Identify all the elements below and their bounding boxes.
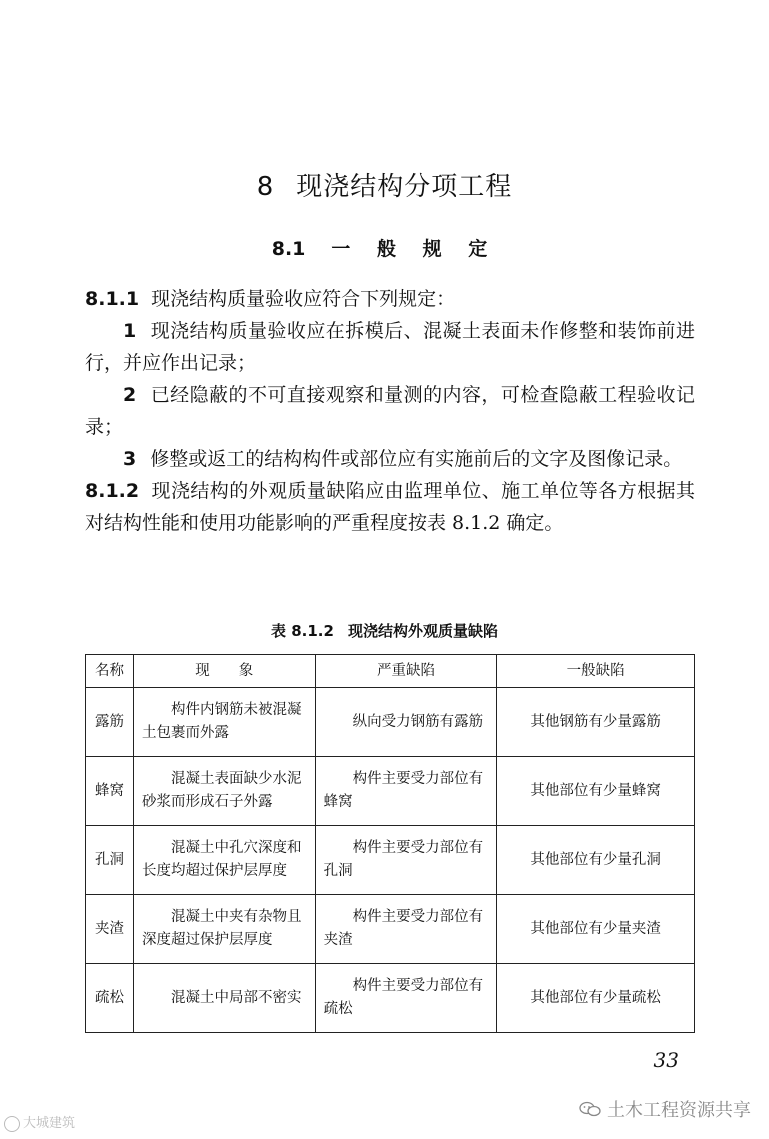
chapter-title-text: 现浇结构分项工程 <box>296 172 513 202</box>
watermark-left <box>4 1112 75 1132</box>
column-header: 名称 <box>86 655 134 688</box>
serious-defect: 构件主要受力部位有夹渣 <box>315 895 497 964</box>
watermark-left-text: 大城建筑 <box>23 1116 76 1131</box>
watermark-right-text: 土木工程资源共享 <box>607 1100 751 1121</box>
watermark-right <box>579 1096 751 1122</box>
defect-phenomenon: 混凝土中局部不密实 <box>133 964 315 1033</box>
item-number: 3 <box>123 448 137 470</box>
wechat-icon <box>579 1101 601 1117</box>
defect-phenomenon: 混凝土表面缺少水泥砂浆而形成石子外露 <box>133 757 315 826</box>
general-defect: 其他部位有少量蜂窝 <box>497 757 695 826</box>
serious-defect: 构件主要受力部位有蜂窝 <box>315 757 497 826</box>
clause-number: 8.1.2 <box>85 480 140 502</box>
item-text: 已经隐蔽的不可直接观察和量测的内容，可检查隐蔽工程验收记录； <box>85 384 695 438</box>
table-row <box>86 688 695 757</box>
item-number: 1 <box>123 320 137 342</box>
chapter-number: 8 <box>256 172 275 202</box>
page-number: 33 <box>653 1048 679 1072</box>
defect-name: 疏松 <box>86 964 134 1033</box>
general-defect: 其他钢筋有少量露筋 <box>497 688 695 757</box>
section-title <box>0 234 769 261</box>
defect-name: 露筋 <box>86 688 134 757</box>
defect-phenomenon: 混凝土中夹有杂物且深度超过保护层厚度 <box>133 895 315 964</box>
table-row <box>86 757 695 826</box>
table-caption-title: 现浇结构外观质量缺陷 <box>347 622 498 640</box>
column-header: 现 象 <box>133 655 315 688</box>
defect-name: 蜂窝 <box>86 757 134 826</box>
table-caption-number: 表 8.1.2 <box>271 622 334 640</box>
clause-8-1-2 <box>85 475 695 539</box>
section-number: 8.1 <box>271 238 306 260</box>
watermark-logo-icon <box>4 1116 20 1132</box>
chapter-title <box>0 166 769 203</box>
serious-defect: 构件主要受力部位有孔洞 <box>315 826 497 895</box>
clause-text: 现浇结构的外观质量缺陷应由监理单位、施工单位等各方根据其对结构性能和使用功能影响的严重程度按表 8.1.2 确定。 <box>85 480 695 534</box>
defect-name: 孔洞 <box>86 826 134 895</box>
defects-table <box>85 654 695 1033</box>
section-title-text: 一 般 规 定 <box>331 238 498 260</box>
general-defect: 其他部位有少量孔洞 <box>497 826 695 895</box>
general-defect: 其他部位有少量夹渣 <box>497 895 695 964</box>
clause-text: 现浇结构质量验收应符合下列规定： <box>151 288 456 310</box>
defect-phenomenon: 构件内钢筋未被混凝土包裹而外露 <box>133 688 315 757</box>
serious-defect: 纵向受力钢筋有露筋 <box>315 688 497 757</box>
item-number: 2 <box>123 384 137 406</box>
table-row <box>86 895 695 964</box>
general-defect: 其他部位有少量疏松 <box>497 964 695 1033</box>
table-row <box>86 826 695 895</box>
table-header-row <box>86 655 695 688</box>
column-header: 一般缺陷 <box>497 655 695 688</box>
table-caption <box>0 620 769 641</box>
defect-phenomenon: 混凝土中孔穴深度和长度均超过保护层厚度 <box>133 826 315 895</box>
column-header: 严重缺陷 <box>315 655 497 688</box>
item-text: 修整或返工的结构构件或部位应有实施前后的文字及图像记录。 <box>150 448 683 470</box>
defect-name: 夹渣 <box>86 895 134 964</box>
item-text: 现浇结构质量验收应在拆模后、混凝土表面未作修整和装饰前进行，并应作出记录； <box>85 320 695 374</box>
clause-8-1-1-intro <box>85 283 695 315</box>
list-item <box>85 379 695 443</box>
serious-defect: 构件主要受力部位有疏松 <box>315 964 497 1033</box>
clause-8-1-1 <box>85 283 695 539</box>
list-item <box>85 315 695 379</box>
table-row <box>86 964 695 1033</box>
list-item <box>85 443 695 475</box>
clause-number: 8.1.1 <box>85 288 140 310</box>
